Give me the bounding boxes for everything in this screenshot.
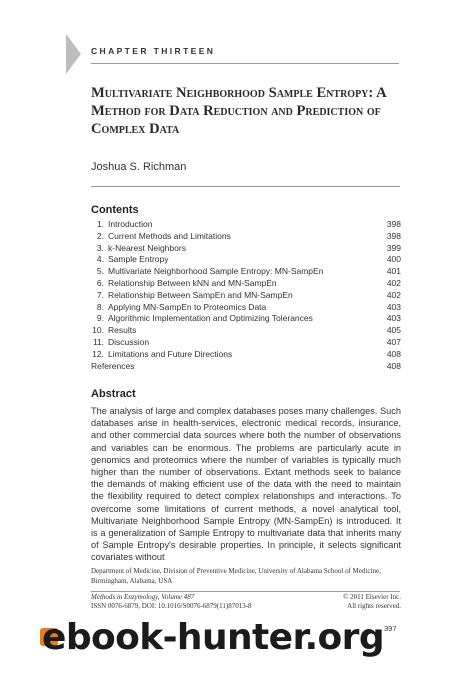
toc-entry-page: 398	[386, 230, 401, 241]
toc-entry-page: 405	[386, 325, 401, 336]
toc-entry-label: References	[91, 360, 135, 371]
toc-entry	[91, 302, 401, 314]
toc-entry-title	[91, 254, 168, 266]
toc-entry-number: 4.	[96, 254, 104, 265]
series-citation: Methods in Enzymology, Volume 487	[91, 593, 195, 601]
toc-entry-page: 403	[386, 313, 401, 324]
toc-entry-label: Current Methods and Limitations	[108, 230, 231, 241]
toc-entry-label: Algorithmic Implementation and Optimizing Tolerances	[108, 313, 313, 324]
toc-entry-label: Results	[108, 325, 137, 336]
page-number: 397	[384, 624, 397, 633]
toc-entry-page: 403	[386, 301, 401, 312]
toc-entry-number: 5.	[96, 266, 104, 277]
toc-entry	[91, 337, 401, 349]
toc-entry-title	[91, 219, 152, 231]
abstract-text: The analysis of large and complex databases poses many challenges. Such databases arise in health-services, electronic medical records, insurance, and other commercial data sources where both the number of observations and variables can be enormous. The problems are particularly acute in genomics and proteomics where the number of variables is typically much higher than the number of observations. Extant methods seek to balance the demands of making efficient use of the data with the need to maintain the flexibility required to detect complex relationships and interactions. To overcome some limitations of current methods, a novel analytical tool, Multivariate Neighborhood Sample Entropy (MN-SampEn) is introduced. It is a generalization of Sample Entropy to multivariate data that inherits many of Sample Entropy's desirable properties. In principle, it selects significant covariates without	[91, 406, 401, 563]
toc-entry-label: k-Nearest Neighbors	[108, 242, 186, 253]
toc-entry-page: 402	[386, 289, 401, 300]
toc-entry-page: 408	[386, 360, 401, 371]
toc-entry-title	[91, 266, 323, 278]
toc-entry-number: 3.	[96, 242, 104, 253]
toc-entry-page: 401	[386, 266, 401, 277]
affiliation: Department of Medicine, Division of Preventive Medicine, University of Alabama School of Medicine, Birmingham, Alabama, USA	[91, 567, 381, 585]
toc-entry-number: 10.	[92, 325, 104, 336]
toc-entry-label: Discussion	[108, 336, 150, 347]
toc-entry-number: 11.	[92, 336, 104, 347]
toc-entry-page: 398	[386, 219, 401, 229]
watermark-text: ebook-hunter.org	[42, 617, 384, 658]
toc-entry-page: 400	[386, 254, 401, 265]
author: Joshua S. Richman	[91, 161, 187, 173]
toc-entry-number: 12.	[92, 348, 104, 359]
toc-entry-title	[91, 325, 136, 337]
toc-entry-number: 7.	[96, 289, 104, 300]
chapter-marker-icon	[66, 34, 81, 74]
issn-doi: ISSN 0076-6879, DOI: 10.1016/S0076-6879(11)87013-8	[91, 602, 252, 610]
toc-entry-label: Relationship Between SampEn and MN-SampEn	[108, 289, 293, 300]
toc-entry-label: Limitations and Future Directions	[108, 348, 233, 359]
footer-row	[91, 593, 401, 601]
toc-entry-number: 6.	[96, 277, 104, 288]
toc-entry-title	[91, 349, 232, 361]
toc-entry-label: Multivariate Neighborhood Sample Entropy: MN-SampEn	[108, 266, 324, 277]
chapter-title: Multivariate Neighborhood Sample Entropy: A Method for Data Reduction and Prediction of Complex Data	[91, 85, 386, 137]
toc-entry-title	[91, 243, 186, 255]
toc-entry-title	[91, 231, 231, 243]
toc-entry-page: 402	[386, 277, 401, 288]
toc-entry-number: 8.	[96, 301, 104, 312]
footer-row	[91, 602, 401, 610]
toc-entry	[91, 313, 401, 325]
top-divider	[91, 63, 399, 64]
toc-entry-number: 9.	[96, 313, 104, 324]
toc-entry-title	[91, 361, 134, 373]
toc-entry-page: 408	[386, 348, 401, 359]
toc-entry-title	[91, 278, 277, 290]
toc-entry	[91, 254, 401, 266]
toc-entry	[91, 278, 401, 290]
table-of-contents	[91, 219, 401, 372]
copyright: © 2011 Elsevier Inc.	[343, 593, 401, 601]
abstract-heading: Abstract	[91, 388, 136, 400]
toc-entry-label: Introduction	[108, 219, 153, 229]
toc-entry	[91, 361, 401, 373]
toc-entry-label: Applying MN-SampEn to Proteomics Data	[108, 301, 267, 312]
toc-entry	[91, 325, 401, 337]
toc-entry-title	[91, 302, 266, 314]
toc-entry-title	[91, 337, 149, 349]
toc-entry	[91, 349, 401, 361]
contents-heading: Contents	[91, 204, 139, 216]
toc-entry	[91, 231, 401, 243]
toc-entry-title	[91, 290, 293, 302]
toc-entry-number: 1.	[96, 219, 104, 229]
toc-entry	[91, 219, 401, 231]
rights: All rights reserved.	[347, 602, 401, 610]
toc-entry-number: 2.	[96, 230, 104, 241]
chapter-label: CHAPTER THIRTEEN	[91, 46, 216, 56]
toc-entry	[91, 266, 401, 278]
toc-entry-page: 399	[386, 242, 401, 253]
toc-entry	[91, 243, 401, 255]
footer-divider	[91, 591, 400, 592]
toc-entry-label: Sample Entropy	[108, 254, 169, 265]
divider	[91, 186, 400, 187]
toc-entry-page: 407	[386, 336, 401, 347]
toc-entry-label: Relationship Between kNN and MN-SampEn	[108, 277, 277, 288]
toc-entry	[91, 290, 401, 302]
toc-entry-title	[91, 313, 313, 325]
